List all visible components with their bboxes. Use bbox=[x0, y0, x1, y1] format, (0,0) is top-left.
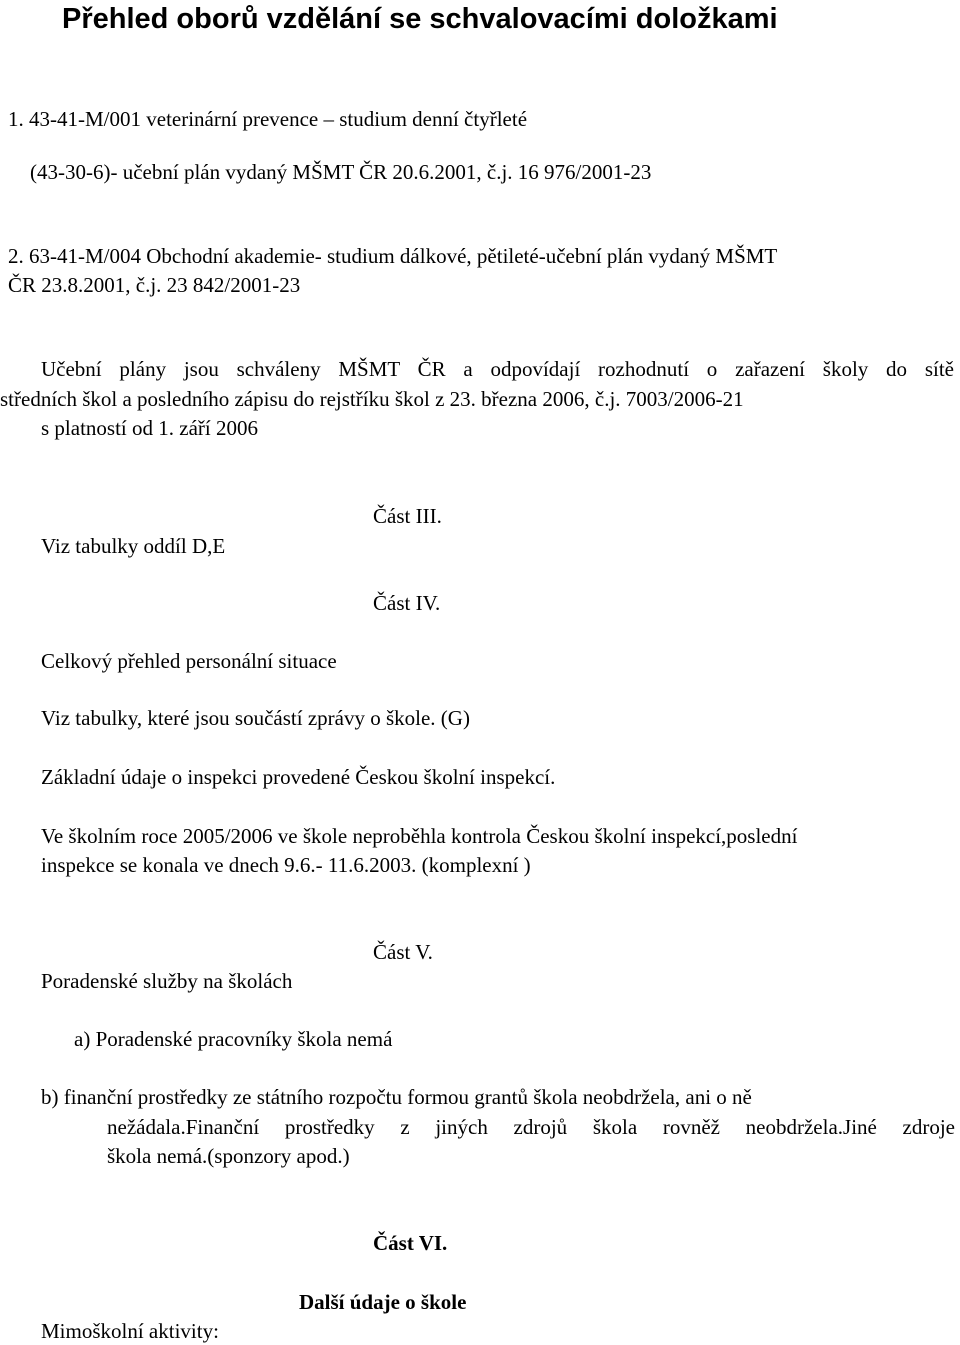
item-2-line-1: 2. 63-41-M/004 Obchodní akademie- studium dálkové, pětileté-učební plán vydaný MŠMT bbox=[8, 244, 778, 268]
part-4-text: Viz tabulky, které jsou součástí zprávy o škole. (G) bbox=[41, 706, 470, 730]
inspection-line-2: inspekce se konala ve dnech 9.6.- 11.6.2003. (komplexní ) bbox=[41, 853, 531, 877]
approval-line-2: středních škol a posledního zápisu do rejstříku škol z 23. března 2006, č.j. 7003/2006-21 bbox=[0, 387, 744, 411]
part-3-text: Viz tabulky oddíl D,E bbox=[41, 534, 226, 558]
item-1-line-2: (43-30-6)- učební plán vydaný MŠMT ČR 20.6.2001, č.j. 16 976/2001-23 bbox=[30, 160, 652, 184]
part-6-subheading: Další údaje o škole bbox=[299, 1290, 467, 1314]
part-4-heading: Část IV. bbox=[373, 591, 441, 615]
part-3-heading: Část III. bbox=[373, 504, 442, 528]
part-5-item-b-line-1: b) finanční prostředky ze státního rozpočtu formou grantů škola neobdržela, ani o ně bbox=[41, 1085, 752, 1109]
item-2-line-2: ČR 23.8.2001, č.j. 23 842/2001-23 bbox=[8, 273, 301, 297]
part-6-heading: Část VI. bbox=[373, 1231, 448, 1255]
part-5-title: Poradenské služby na školách bbox=[41, 969, 293, 993]
part-5-heading: Část V. bbox=[373, 940, 433, 964]
part-5-item-b-line-2: nežádala.Finanční prostředky z jiných zdrojů škola rovněž neobdržela.Jiné zdroje bbox=[107, 1115, 955, 1139]
part-6-text: Mimoškolní aktivity: bbox=[41, 1319, 219, 1343]
inspection-title: Základní údaje o inspekci provedené Českou školní inspekcí. bbox=[41, 765, 556, 789]
inspection-line-1: Ve školním roce 2005/2006 ve škole neproběhla kontrola Českou školní inspekcí,poslední bbox=[41, 824, 798, 848]
approval-line-3: s platností od 1. září 2006 bbox=[41, 416, 258, 440]
part-5-item-a: a) Poradenské pracovníky škola nemá bbox=[74, 1027, 393, 1051]
part-5-item-b-line-3: škola nemá.(sponzory apod.) bbox=[107, 1144, 350, 1168]
part-4-title: Celkový přehled personální situace bbox=[41, 649, 337, 673]
page-title: Přehled oborů vzdělání se schvalovacími doložkami bbox=[62, 3, 778, 35]
item-1-line-1: 1. 43-41-M/001 veterinární prevence – studium denní čtyřleté bbox=[8, 107, 528, 131]
approval-line-1: Učební plány jsou schváleny MŠMT ČR a odpovídají rozhodnutí o zařazení školy do sítě bbox=[41, 357, 954, 381]
